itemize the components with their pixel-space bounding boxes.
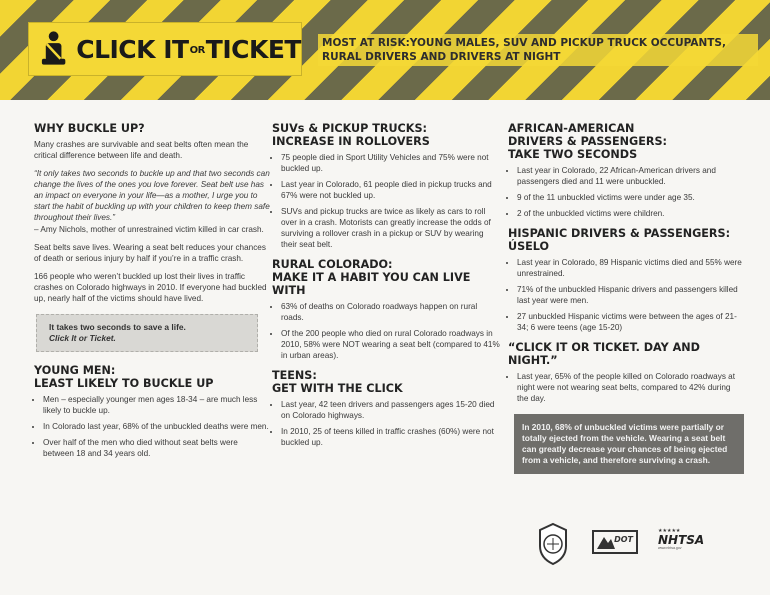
sponsor-logos — [528, 520, 733, 570]
suv-title-2: INCREASE IN ROLLOVERS — [272, 135, 430, 148]
african-american-list — [508, 165, 744, 219]
ejection-callout: In 2010, 68% of unbuckled victims were partially or totally ejected from the vehicle. Wearing a seat belt can greatly decrease your chances of being ejected from a vehicle, and therefore surviving a crash. — [514, 414, 744, 474]
aa-title-2: DRIVERS & PASSENGERS: — [508, 135, 667, 148]
list-item: • Men – especially younger men ages 18-34 – are much less likely to buckle up. — [43, 394, 270, 416]
callout-line-2: Click It or Ticket. — [49, 333, 116, 343]
list-item: • 2 of the unbuckled victims were children. — [517, 208, 744, 219]
nhtsa-text: NHTSA — [658, 533, 705, 547]
list-item: • 75 people died in Sport Utility Vehicles and 75% were not buckled up. — [281, 152, 500, 174]
list-item: • 9 of the 11 unbuckled victims were under age 35. — [517, 192, 744, 203]
list-item: • In 2010, 25 of teens killed in traffic crashes (60%) were not buckled up. — [281, 426, 500, 448]
seatbelt-person-icon — [37, 29, 70, 69]
column-1 — [34, 122, 270, 467]
list-item: • Last year in Colorado, 22 African-American drivers and passengers died and 11 were unbuckled. — [517, 165, 744, 187]
cdot-logo — [592, 530, 638, 554]
suv-title-1: SUVs & PICKUP TRUCKS: — [272, 122, 427, 135]
list-item: • Last year, 42 teen drivers and passengers ages 15-20 died on Colorado highways. — [281, 399, 500, 421]
hispanic-list — [508, 257, 744, 333]
deaths-paragraph: 166 people who weren’t buckled up lost their lives in traffic crashes on Colorado highways in 2010. If everyone had buckled up, nearly half of the victims should have lived. — [34, 272, 267, 303]
aa-title-1: AFRICAN-AMERICAN — [508, 122, 635, 135]
hispanic-heading — [508, 227, 744, 253]
teens-title-2: GET WITH THE CLICK — [272, 382, 403, 395]
list-item: • Last year, 65% of the people killed on Colorado roadways at night were not wearing seat belts, compared to 42% during the day. — [517, 371, 744, 404]
tagline: MOST AT RISK:YOUNG MALES, SUV AND PICKUP TRUCK OCCUPANTS, RURAL DRIVERS AND DRIVERS AT NIGHT — [318, 34, 758, 66]
night-list — [508, 371, 744, 404]
cdot-text: DOT — [614, 535, 633, 544]
list-item: • Last year in Colorado, 89 Hispanic victims died and 55% were unrestrained. — [517, 257, 744, 279]
nhtsa-stars-icon: ★★★★★ — [658, 528, 681, 534]
list-item: • 63% of deaths on Colorado roadways happen on rural roads. — [281, 301, 500, 323]
suv-heading — [272, 122, 500, 148]
header-banner — [0, 0, 770, 100]
rural-heading — [272, 258, 500, 297]
day-and-night-heading: “CLICK IT OR TICKET. DAY AND NIGHT.” — [508, 341, 700, 367]
column-2 — [272, 122, 500, 456]
logo-text — [76, 35, 301, 64]
young-men-title-1: YOUNG MEN: — [34, 364, 116, 377]
callout-line-1: It takes two seconds to save a life. — [49, 322, 186, 332]
nhtsa-logo — [658, 528, 718, 558]
rural-title-2: MAKE IT A HABIT YOU CAN LIVE WITH — [272, 271, 471, 297]
teens-list — [272, 399, 500, 448]
rural-list — [272, 301, 500, 361]
suv-list — [272, 152, 500, 250]
column-3 — [508, 122, 744, 484]
two-seconds-callout — [36, 314, 258, 352]
logo-click-it: CLICK IT — [76, 34, 189, 64]
african-american-heading — [508, 122, 744, 161]
list-item: • 27 unbuckled Hispanic victims were between the ages of 21-34; 6 were teens (age 15-20) — [517, 311, 744, 333]
seat-belts-paragraph: Seat belts save lives. Wearing a seat belt reduces your chances of death or serious injury by half if you’re in a traffic crash. — [34, 243, 266, 263]
list-item: • Over half of the men who died without seat belts were between 18 and 34 years old. — [43, 437, 270, 459]
logo-or: OR — [189, 45, 205, 56]
hisp-title-1: HISPANIC DRIVERS & PASSENGERS: — [508, 227, 731, 240]
list-item: • SUVs and pickup trucks are twice as likely as cars to roll over in a crash. Motorists can greatly increase the odds of surviving a rollover crash in a pickup or SUV by wearing their seat belt. — [281, 206, 500, 250]
list-item: • 71% of the unbuckled Hispanic drivers and passengers killed last year were men. — [517, 284, 744, 306]
young-men-title-2: LEAST LIKELY TO BUCKLE UP — [34, 377, 214, 390]
click-it-or-ticket-logo — [28, 22, 302, 76]
list-item: • Last year in Colorado, 61 people died in pickup trucks and 67% were not buckled up. — [281, 179, 500, 201]
teens-title-1: TEENS: — [272, 369, 317, 382]
teens-heading — [272, 369, 500, 395]
quote-attribution: – Amy Nichols, mother of unrestrained victim killed in car crash. — [34, 225, 264, 234]
hisp-title-2: ÚSELO — [508, 240, 550, 253]
quote: “It only takes two seconds to buckle up and that two seconds can change the lives of the ones you love forever. Seat belt use has an impact on everyone in your life—as a mother, I urge you to start the habit of buckling up with your children to keep them safe throughout their lives.” — [34, 169, 270, 222]
why-buckle-up-heading: WHY BUCKLE UP? — [34, 122, 145, 135]
nhtsa-url: www.nhtsa.gov — [658, 546, 682, 550]
young-men-heading — [34, 364, 270, 390]
list-item: • Of the 200 people who died on rural Colorado roadways in 2010, 58% were NOT wearing a seat belt (compared to 41% in urban areas). — [281, 328, 500, 361]
logo-ticket: TICKET — [205, 34, 301, 64]
colorado-state-patrol-seal-icon — [536, 522, 570, 566]
list-item: • In Colorado last year, 68% of the unbuckled deaths were men. — [43, 421, 270, 432]
young-men-list — [34, 394, 270, 459]
why-paragraph: Many crashes are survivable and seat belts often mean the critical difference between life and death. — [34, 140, 249, 160]
aa-title-3: TAKE TWO SECONDS — [508, 148, 638, 161]
rural-title-1: RURAL COLORADO: — [272, 258, 393, 271]
